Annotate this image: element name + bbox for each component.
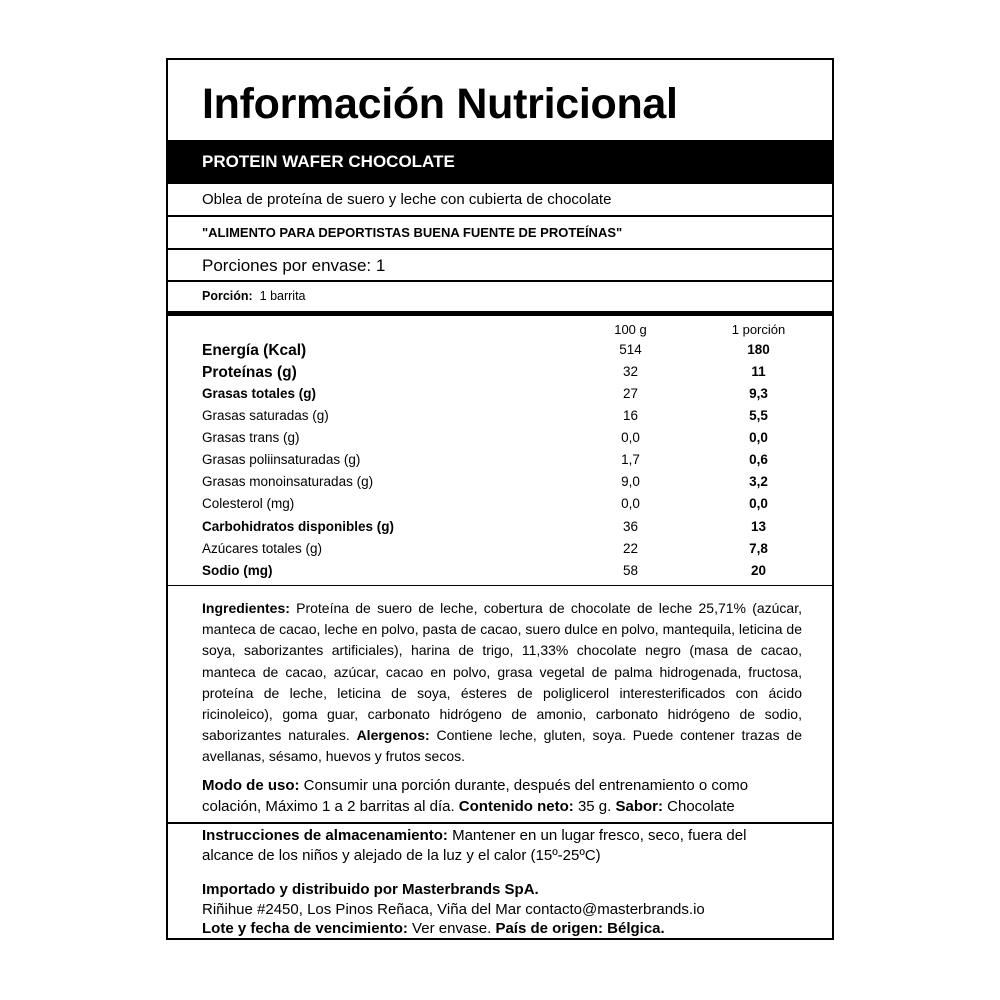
value-100g: 58 (622, 563, 639, 578)
value-portion: 180 (747, 342, 770, 357)
ingredients-label: Ingredientes: (202, 600, 290, 616)
value-100g: 0,0 (621, 430, 640, 445)
nutrient-name: Proteínas (g) (202, 364, 297, 381)
table-row (168, 563, 832, 585)
net-content-label: Contenido neto: (458, 798, 574, 815)
value-portion: 3,2 (749, 474, 768, 489)
table-row (168, 430, 832, 452)
table-row (168, 364, 832, 386)
value-portion: 11 (751, 364, 766, 379)
usage-text: Consumir una porción durante, después del entrenamiento o como colación, Máximo 1 a 2 barritas al día. (202, 777, 749, 815)
serving-label: Porción: (202, 289, 253, 303)
storage-block (202, 826, 802, 866)
value-portion: 0,6 (749, 452, 768, 467)
description-row (168, 184, 832, 217)
table-row (168, 541, 832, 563)
nutrition-table (168, 316, 832, 586)
nutrition-label (166, 58, 834, 940)
value-100g: 36 (622, 519, 639, 534)
value-100g: 16 (622, 408, 639, 423)
product-name: PROTEIN WAFER CHOCOLATE (202, 152, 455, 171)
product-band (168, 142, 832, 184)
nutrient-name: Carbohidratos disponibles (g) (202, 519, 395, 534)
nutrient-name: Grasas totales (g) (202, 386, 317, 401)
value-100g: 22 (622, 541, 639, 556)
value-portion: 5,5 (749, 408, 768, 423)
usage-label: Modo de uso: (202, 777, 300, 794)
servings-per-container: Porciones por envase: 1 (202, 256, 386, 275)
servings-row (168, 250, 832, 282)
nutrient-name: Colesterol (mg) (202, 496, 295, 511)
table-row (168, 496, 832, 518)
table-row (168, 408, 832, 430)
value-portion: 20 (750, 563, 767, 578)
nutrient-name: Grasas monoinsaturadas (g) (202, 474, 374, 489)
table-row (168, 452, 832, 474)
usage-block (202, 775, 802, 817)
allergens-text: Contiene leche, gluten, soya. Puede contener trazas de avellanas, sésamo, huevos y frutos secos. (202, 727, 802, 765)
origin-label: País de origen: Bélgica. (495, 920, 665, 937)
importer-address: Riñihue #2450, Los Pinos Reñaca, Viña del Mar contacto@masterbrands.io (202, 900, 705, 918)
value-100g: 32 (622, 364, 639, 379)
importer-block (202, 880, 802, 939)
column-header-portion: 1 porción (731, 322, 786, 337)
claim-row (168, 217, 832, 250)
ingredients-block (202, 598, 802, 768)
nutrient-name: Sodio (mg) (202, 563, 273, 578)
allergens-label: Alergenos: (356, 727, 430, 744)
storage-label: Instrucciones de almacenamiento: (202, 827, 448, 844)
importer-line: Importado y distribuido por Masterbrands SpA. (202, 881, 539, 898)
nutrient-name: Energía (Kcal) (202, 342, 307, 359)
lot-label: Lote y fecha de vencimiento: (202, 920, 408, 937)
value-portion: 9,3 (749, 386, 768, 401)
nutrient-name: Azúcares totales (g) (202, 541, 323, 556)
nutrient-name: Grasas trans (g) (202, 430, 300, 445)
page-title: Información Nutricional (202, 80, 678, 128)
divider (168, 822, 832, 824)
value-100g: 27 (622, 386, 639, 401)
flavor-value: Chocolate (663, 798, 735, 815)
nutrient-name: Grasas poliinsaturadas (g) (202, 452, 361, 467)
table-row (168, 519, 832, 541)
table-row (168, 342, 832, 364)
serving-size-row (168, 282, 832, 316)
table-row (168, 386, 832, 408)
serving-value: 1 barrita (259, 289, 306, 303)
column-header-100g: 100 g (614, 322, 647, 337)
value-portion: 13 (750, 519, 767, 534)
value-100g: 1,7 (621, 452, 640, 467)
value-100g: 514 (619, 342, 642, 357)
product-claim: "ALIMENTO PARA DEPORTISTAS BUENA FUENTE DE PROTEÍNAS" (202, 225, 623, 240)
lot-value: Ver envase. (407, 920, 496, 937)
product-description: Oblea de proteína de suero y leche con cubierta de chocolate (202, 191, 612, 208)
value-100g: 9,0 (621, 474, 640, 489)
value-100g: 0,0 (621, 496, 640, 511)
value-portion: 0,0 (749, 430, 768, 445)
ingredients-text: Proteína de suero de leche, cobertura de chocolate de leche 25,71% (azúcar, manteca de cacao, leche en polvo, pasta de cacao, suero dulce en polvo, mantequila, leticina de soya, saborizantes artificiales), harina de trigo, 11,33% chocolate negro (masa de cacao, manteca de cacao, azúcar, cacao en polvo, grasa vegetal de palma hidrogenada, fructosa, proteína de leche, leticina de soya, ésteres de poliglicerol interesterificados con ácido ricinoleico), goma guar, carbonato hidrógeno de amonio, carbonato hidrógeno de sodio, saborizantes naturales. (202, 600, 802, 744)
storage-text: Mantener en un lugar fresco, seco, fuera del alcance de los niños y alejado de la luz y el calor (15º-25ºC) (202, 827, 747, 864)
value-portion: 7,8 (749, 541, 768, 556)
title-row (168, 60, 832, 142)
table-row (168, 474, 832, 496)
flavor-label: Sabor: (615, 798, 663, 815)
value-portion: 0,0 (749, 496, 768, 511)
net-content-value: 35 g. (573, 798, 616, 815)
nutrient-name: Grasas saturadas (g) (202, 408, 329, 423)
